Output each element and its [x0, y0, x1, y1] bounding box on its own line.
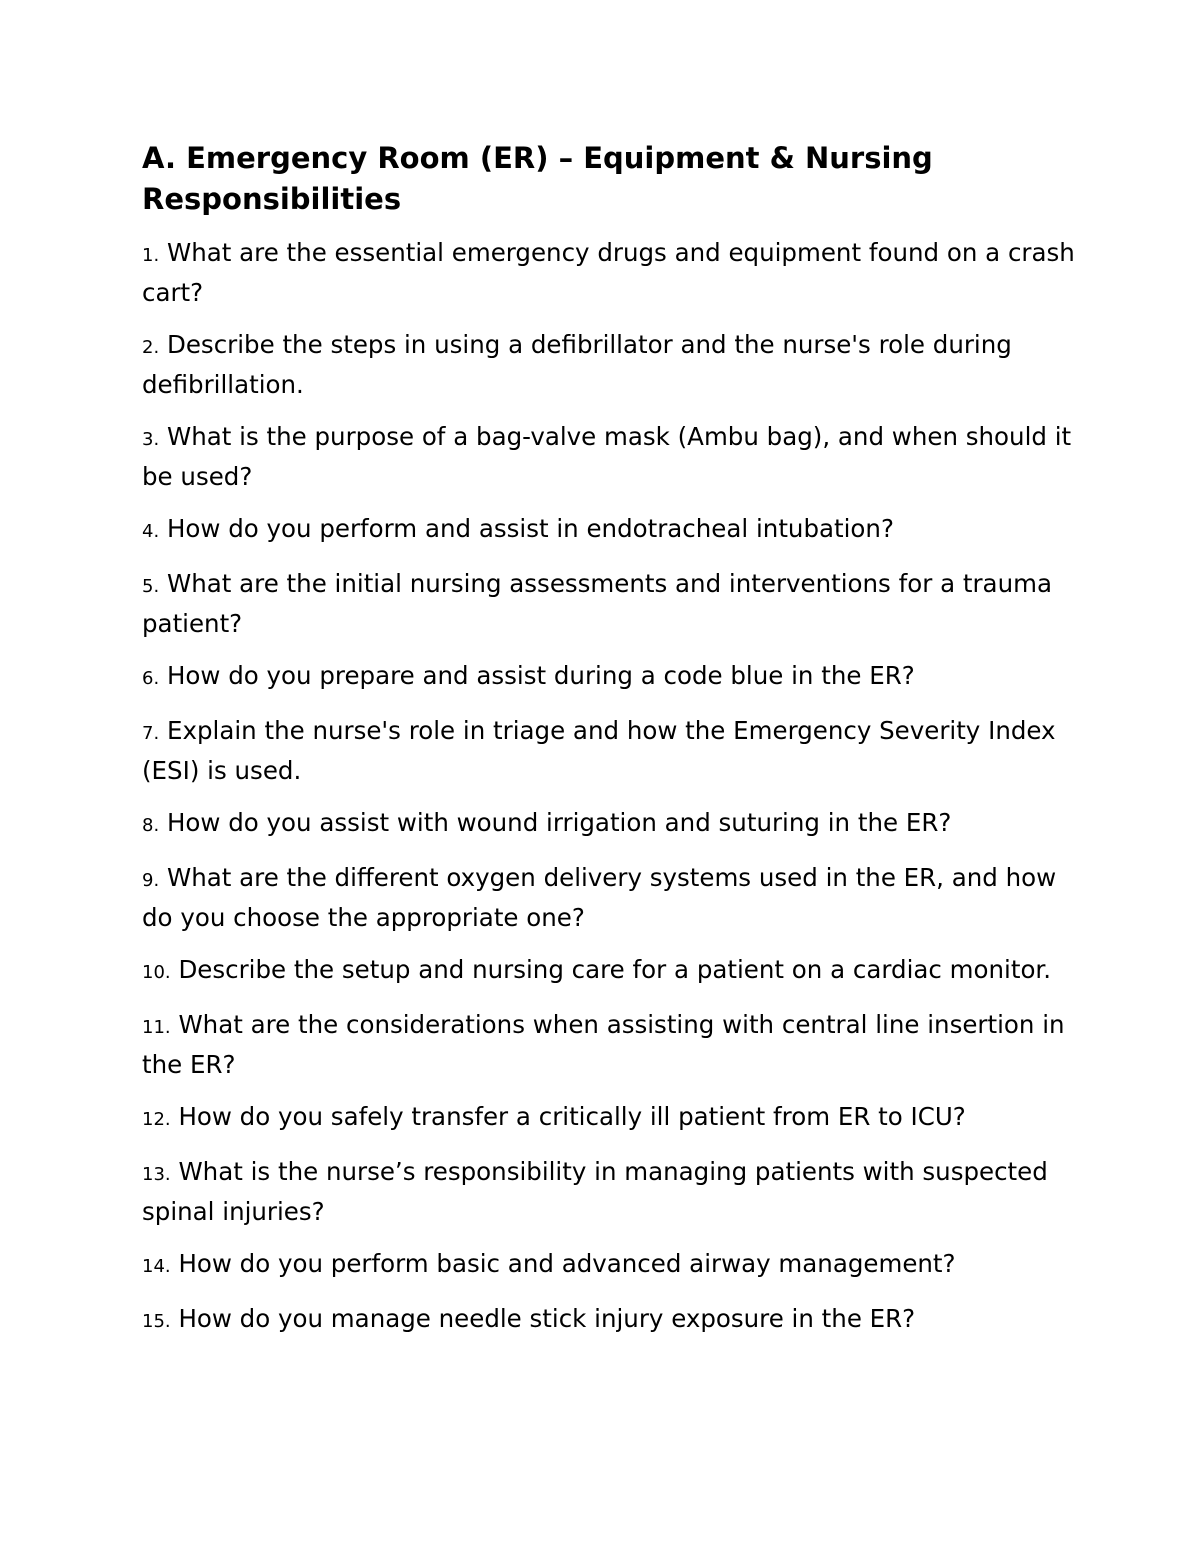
question-item [142, 1153, 1077, 1230]
question-item [142, 1098, 1077, 1138]
question-number: 1. [142, 245, 160, 266]
question-text: Describe the setup and nursing care for a patient on a cardiac monitor. [178, 955, 1052, 984]
question-number: 8. [142, 815, 160, 836]
question-item [142, 510, 1077, 550]
question-text: How do you perform basic and advanced airway management? [178, 1249, 956, 1278]
question-item [142, 326, 1077, 403]
section-heading: A. Emergency Room (ER) – Equipment & Nursing Responsibilities [142, 141, 933, 216]
question-text: Explain the nurse's role in triage and how the Emergency Severity Index (ESI) is used. [142, 716, 1056, 785]
question-number: 3. [142, 429, 160, 450]
question-number: 2. [142, 337, 160, 358]
question-item [142, 804, 1077, 844]
question-item [142, 657, 1077, 697]
question-number: 7. [142, 723, 160, 744]
question-number: 14. [142, 1256, 171, 1277]
question-text: What are the considerations when assisting with central line insertion in the ER? [142, 1010, 1065, 1079]
question-number: 15. [142, 1311, 171, 1332]
question-item [142, 234, 1077, 311]
question-text: How do you assist with wound irrigation and suturing in the ER? [166, 808, 952, 837]
question-item [142, 418, 1077, 495]
question-number: 13. [142, 1164, 171, 1185]
question-number: 4. [142, 521, 160, 542]
question-number: 12. [142, 1109, 171, 1130]
question-text: How do you perform and assist in endotracheal intubation? [166, 514, 894, 543]
question-text: Describe the steps in using a defibrillator and the nurse's role during defibrillation. [142, 330, 1012, 399]
question-text: How do you prepare and assist during a code blue in the ER? [166, 661, 915, 690]
question-text: What are the different oxygen delivery systems used in the ER, and how do you choose the appropriate one? [142, 863, 1057, 932]
question-item [142, 712, 1077, 789]
question-item [142, 1300, 1077, 1340]
document-page [142, 138, 1077, 1355]
question-text: What are the initial nursing assessments and interventions for a trauma patient? [142, 569, 1052, 638]
question-text: What is the purpose of a bag-valve mask (Ambu bag), and when should it be used? [142, 422, 1072, 491]
question-number: 11. [142, 1017, 171, 1038]
question-item [142, 565, 1077, 642]
question-number: 9. [142, 870, 160, 891]
question-item [142, 1006, 1077, 1083]
question-item [142, 1245, 1077, 1285]
question-number: 6. [142, 668, 160, 689]
question-text: How do you manage needle stick injury exposure in the ER? [178, 1304, 916, 1333]
question-item [142, 859, 1077, 936]
question-item [142, 951, 1077, 991]
question-text: What is the nurse’s responsibility in managing patients with suspected spinal injuries? [142, 1157, 1048, 1226]
question-text: What are the essential emergency drugs and equipment found on a crash cart? [142, 238, 1075, 307]
question-text: How do you safely transfer a critically ill patient from ER to ICU? [178, 1102, 966, 1131]
question-number: 10. [142, 962, 171, 983]
question-number: 5. [142, 576, 160, 597]
question-list [142, 234, 1077, 1340]
